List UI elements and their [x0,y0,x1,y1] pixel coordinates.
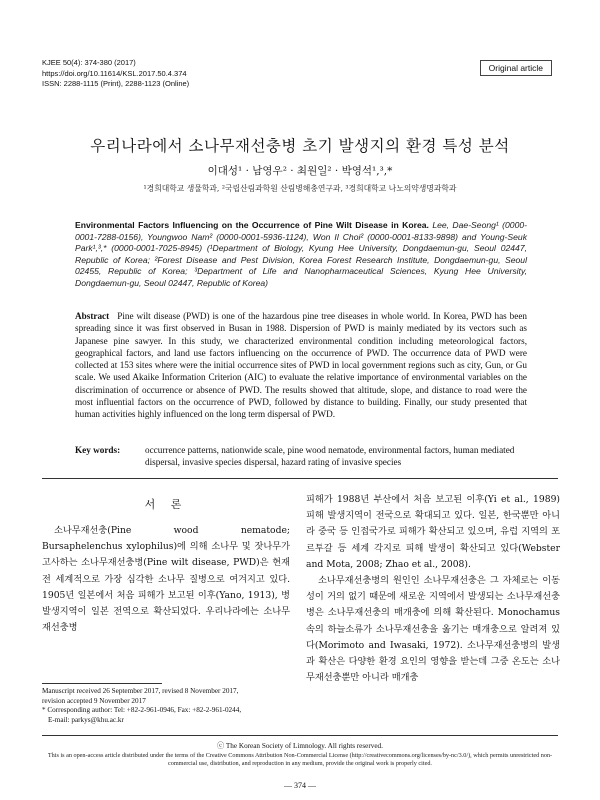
abstract-label: Abstract [75,311,110,321]
divider [42,478,558,479]
footnote-received: Manuscript received 26 September 2017, revised 8 November 2017, [42,687,239,695]
abstract [75,310,527,421]
english-authors-affiliations: Lee, Dae-Seong¹ (0000-0001-7288-0156), Youngwoo Nam² (0000-0001-5936-1124), Won Il Choi² (0000-0001-8133-9898) and Young-Seuk Park¹,³,* (0000-0001-7025-8945) (¹Department of Biology, Kyung Hee University, Dongdaemun-gu, Seoul 02447, Republic of Korea; ²Forest Disease and Pest Division, Korea Forest Research Institute, Dongdaemun-gu, Seoul 02455, Republic of Korea; ³Department of Life and Nanopharmaceutical Sciences, Kyung Hee University, Dongdaemun-gu, Seoul 02447, Republic of Korea) [75,220,528,288]
footnote-rule [42,683,162,684]
paragraph: 소나무재선충병의 원인인 소나무재선충은 그 자체로는 이동성이 거의 없기 때문에 새로운 지역에서 발생되는 소나무재선충병은 소나무재선충의 매개충에 의해 확산된다. Monochamus 속의 하늘소류가 소나무재선충을 옮기는 매개충으로 알려져 있다(Morimoto and Iwasaki, 1972). 소나무재선충병의 발생과 확산은 다양한 환경 요인의 영향을 받는데 그중 온도는 소나무재선충뿐만 아니라 매개충 [306,575,560,684]
journal-issn: ISSN: 2288-1115 (Print), 2288-1123 (Online) [42,79,190,88]
page-title: 우리나라에서 소나무재선충병 초기 발생지의 환경 특성 분석 [90,137,510,155]
journal-doi: https://doi.org/10.11614/KSL.2017.50.4.374 [42,68,187,78]
english-title: Environmental Factors Influencing on the Occurrence of Pine Wilt Disease in Korea. [75,220,429,230]
page-number: — 374 — [284,781,316,790]
affiliations: ¹경희대학교 생물학과, ²국립산림과학원 산림병해충연구과, ³경희대학교 나노의약생명과학과 [143,184,457,193]
english-citation-block [75,220,527,290]
copyright-notice: ⓒ The Korean Society of Limnology. All rights reserved. [217,742,383,750]
footnote-corresponding: * Corresponding author: Tel: +82-2-961-0946, Fax: +82-2-961-0244, [42,706,242,715]
journal-citation: KJEE 50(4): 374-380 (2017) [42,58,136,67]
article-type-badge: Original article [480,60,552,76]
body-left-column [42,523,290,636]
footnote [42,687,290,725]
keywords [75,444,527,469]
footnote-accepted: revision accepted 9 November 2017 [42,696,146,705]
section-title: 서 론 [144,498,188,511]
author-list: 이대성¹ · 남영우² · 최원일² · 박영석¹,³,* [207,165,393,177]
license-notice: This is an open-access article distributed under the terms of the Creative Commons Attribution Non-Commercial License (http://creativecommons.org/licenses/by-nc/3.0/), which permits unrestricted non-commercial use, distribution, and reproduction in any medium, provide the original work is properly cited. [47,752,553,768]
keywords-text: occurrence patterns, nationwide scale, pine wood nematode, environmental factors, human mediated dispersal, invasive species dispersal, hazard rating of invasive species [145,445,515,468]
paragraph: 피해가 1988년 부산에서 처음 보고된 이후(Yi et al., 1989) 피해 발생지역이 전국으로 확대되고 있다. 일본, 한국뿐만 아니라 중국 등 인접국가로 피해가 확산되고 있으며, 유럽 지역의 포르투갈 등 세계 각지로 피해 발생이 확산되고 있다(Webster and Mota, 2008; Zhao et al., 2008). [306,494,560,570]
divider [42,735,558,736]
body-right-column [306,492,560,686]
keywords-label: Key words: [75,445,121,455]
paragraph: 소나무재선충(Pine wood nematode; Bursaphelenchus xylophilus)에 의해 소나무 및 잣나무가 고사하는 소나무재선충병(Pine wilt disease, PWD)은 현재 전 세계적으로 가장 심각한 소나무 질병으로 여겨지고 있다. 1905년 일본에서 처음 피해가 보고된 이후(Yano, 1913), 병 발생지역이 일본 전역으로 확산되었다. 우리나라에는 소나무재선충병 [42,525,290,634]
footnote-email: E-mail: parkys@khu.ac.kr [48,715,124,724]
journal-info [42,58,342,90]
abstract-text: Pine wilt disease (PWD) is one of the hazardous pine tree diseases in whole world. In Korea, PWD has been spreading since it was first observed in Busan in 1988. Dispersion of PWD is mainly mediated by its vectors such as Japanese pine sawyer. In this study, we characterized environmental condition including meteorological factors, geographical factors, and land use factors influencing on the occurrence of PWD. The occurrence data of PWD were collected at 153 sites where were the initial occurrence sites of PWD in local government regions such as city, Gun, or Gu scale. We used Akaike Information Criterion (AIC) to evaluate the relative importance of environmental variables on the discrimination of occurrence or absence of PWD. The results showed that altitude, slope, and distance to road were the most influential factors on the occurrence of PWD, followed by distance to building. Finally, our study presented that human activities highly influenced on the long term dispersal of PWD. [75,311,527,420]
